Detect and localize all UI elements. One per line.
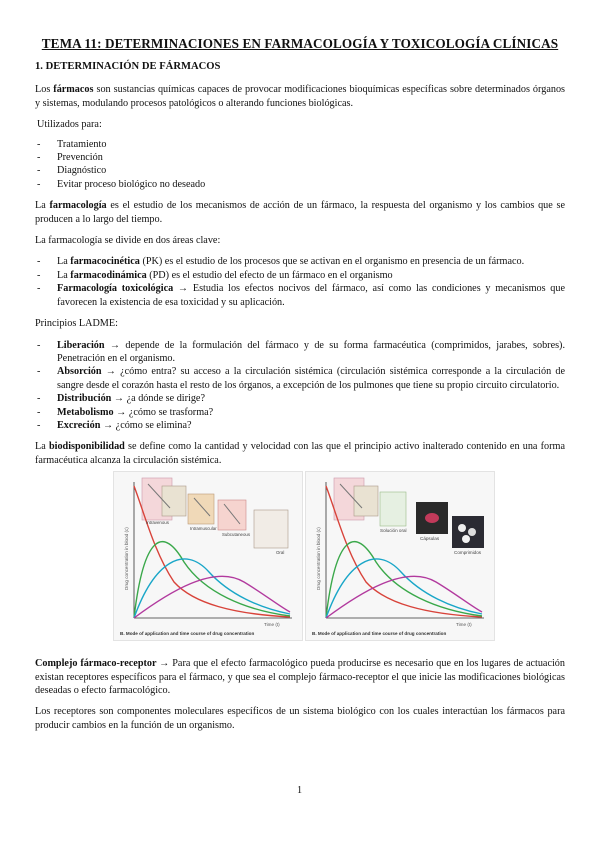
page-title: TEMA 11: DETERMINACIONES EN FARMACOLOGÍA Y TOXICOLOGÍA CLÍNICAS (41, 36, 559, 51)
figure-caption: B. Mode of application and time course of drug concentration (120, 631, 255, 637)
x-axis-label: Time (t) (456, 622, 472, 628)
list-item: - Liberación → depende de la formulación del fármaco y de su forma farmacéutica (comprimidos, jarabes, sobres). Penetración en el organismo. (35, 339, 565, 366)
label-intravenous: Intravenous (146, 520, 169, 526)
list-item: - Farmacología toxicológica → Estudia los efectos nocivos del fármaco, así como las condiciones y mecanismos que favorecen la existencia de esa toxicidad y su aplicación. (35, 282, 565, 309)
paragraph-receptores: Los receptores son componentes moleculares específicos de un sistema biológico con los cuales interactúan los fármacos para producir cambios en la función de un organismo. (35, 706, 565, 731)
section-heading: 1. DETERMINACIÓN DE FÁRMACOS (35, 61, 221, 72)
uses-intro: Utilizados para: (37, 119, 102, 131)
ladme-list (35, 339, 565, 433)
list-item: - Diagnóstico (35, 164, 565, 177)
list-item: - La farmacodinámica (PD) es el estudio del efecto de un fármaco en el organismo (35, 269, 565, 282)
paragraph-farmacos: Los fármacos son sustancias químicas capaces de provocar modificaciones bioquímicas específicas sobre determinados órganos y sistemas, modulando procesos patológicos o alterando funciones biológicas. (35, 84, 566, 109)
list-item: - Tratamiento (35, 138, 565, 151)
list-item: - Metabolismo → ¿cómo se trasforma? (35, 406, 565, 419)
x-axis-label: Time (t) (264, 622, 280, 628)
figure-right (305, 471, 495, 641)
ladme-intro: Principios LADME: (35, 318, 118, 330)
page-number: 1 (296, 785, 303, 796)
list-item: - Evitar proceso biológico no deseado (35, 178, 565, 191)
label-oral: Oral (276, 550, 285, 556)
figure-left (113, 471, 303, 641)
paragraph-complejo-receptor: Complejo fármaco-receptor → Para que el efecto farmacológico pueda producirse es necesario que en los lugares de actuación existan receptores específicos para el fármaco, y que sea el complejo fármaco-receptor el que inicie las modificaciones biológicas deseadas o efecto farmacológico. (35, 658, 565, 696)
figure-caption: B. Mode of application and time course of drug concentration (312, 631, 447, 637)
label-intramuscular: Intramuscular (190, 526, 217, 532)
list-item: - Distribución → ¿a dónde se dirige? (35, 392, 565, 405)
y-axis-label: Drug concentration in blood (c) (124, 527, 129, 591)
figures-row (35, 471, 565, 643)
list-item: - Prevención (35, 151, 565, 164)
paragraph-biodisponibilidad: La biodisponibilidad se define como la cantidad y velocidad con las que el principio activo inalterado contenido en una forma farmacéutica alcanza la circulación sistémica. (35, 441, 565, 466)
y-axis-label: Drug concentration in blood (c) (316, 527, 321, 591)
paragraph-areas-intro: La farmacología se divide en dos áreas clave: (35, 235, 221, 247)
areas-list (35, 255, 565, 309)
uses-list (35, 138, 565, 192)
paragraph-farmacologia: La farmacología es el estudio de los mecanismos de acción de un fármaco, la respuesta del organismo y los cambios que se producen a lo largo del tiempo. (35, 200, 566, 225)
list-item: - Absorción → ¿cómo entra? su acceso a la circulación sistémica (circulación sistémica corresponde a la circulación de sangre desde el corazón hasta el resto de los órganos, a excepción de los pulmones que tiene su propio circuito circulatorio. (35, 365, 565, 392)
label-solucion-oral: Solución oral (380, 528, 407, 534)
label-subcutaneous: Subcutaneous (222, 532, 251, 538)
label-comprimidos: Comprimidos (454, 550, 482, 556)
list-item: - La farmacocinética (PK) es el estudio de los procesos que se activan en el organismo en presencia de un fármaco. (35, 255, 565, 268)
list-item: - Excreción → ¿cómo se elimina? (35, 419, 565, 432)
document-page (35, 36, 565, 740)
label-capsulas: Cápsulas (420, 536, 440, 542)
